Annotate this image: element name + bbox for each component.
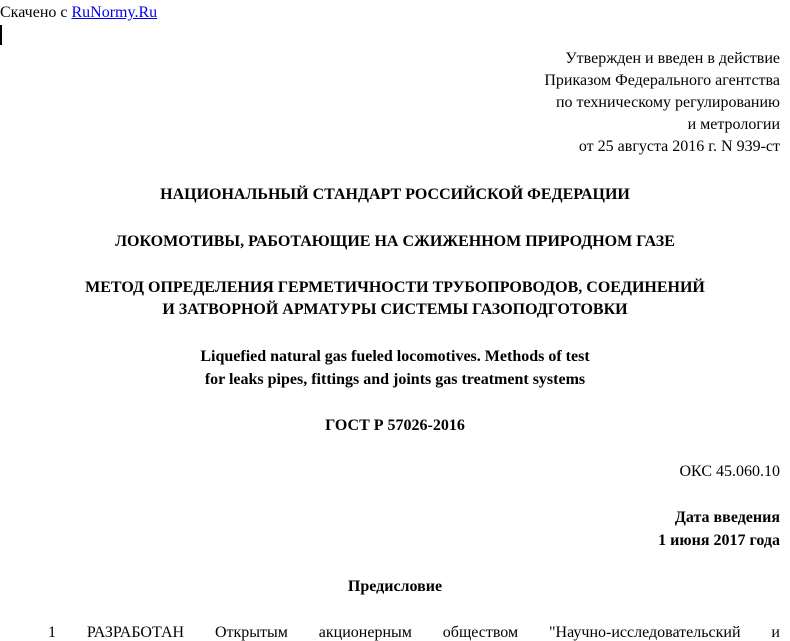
title-en-line-2: for leaks pipes, fittings and joints gas treatment systems — [204, 371, 586, 388]
approval-line: Приказом Федерального агентства — [544, 72, 780, 89]
approval-line: по техническому регулированию — [555, 94, 780, 111]
runormy-link[interactable]: RuNormy.Ru — [71, 4, 158, 21]
oks-code: ОКС 45.060.10 — [679, 463, 780, 480]
intro-date-value: 1 июня 2017 года — [658, 532, 780, 549]
intro-date-label: Дата введения — [674, 509, 780, 526]
text-cursor — [0, 25, 2, 45]
foreword-heading: Предисловие — [347, 578, 443, 595]
national-standard-heading: НАЦИОНАЛЬНЫЙ СТАНДАРТ РОССИЙСКОЙ ФЕДЕРАЦИИ — [160, 186, 630, 203]
source-line — [0, 2, 157, 24]
subtitle-ru-line-1: МЕТОД ОПРЕДЕЛЕНИЯ ГЕРМЕТИЧНОСТИ ТРУБОПРОВОДОВ, СОЕДИНЕНИЙ — [85, 279, 705, 296]
approval-line: и метрологии — [687, 116, 780, 133]
approval-line: от 25 августа 2016 г. N 939-ст — [578, 138, 780, 155]
title-ru: ЛОКОМОТИВЫ, РАБОТАЮЩИЕ НА СЖИЖЕННОМ ПРИРОДНОМ ГАЗЕ — [115, 233, 675, 250]
subtitle-ru-line-2: И ЗАТВОРНОЙ АРМАТУРЫ СИСТЕМЫ ГАЗОПОДГОТОВКИ — [162, 301, 628, 318]
approval-block — [544, 48, 780, 158]
source-prefix: Скачено с — [0, 4, 72, 21]
gost-number: ГОСТ Р 57026-2016 — [325, 417, 465, 434]
title-en-line-1: Liquefied natural gas fueled locomotives. Methods of test — [200, 348, 590, 365]
paragraph-1: 1 РАЗРАБОТАН Открытым акционерным обществом "Научно-исследовательский и — [48, 624, 780, 641]
approval-line: Утвержден и введен в действие — [565, 50, 780, 67]
